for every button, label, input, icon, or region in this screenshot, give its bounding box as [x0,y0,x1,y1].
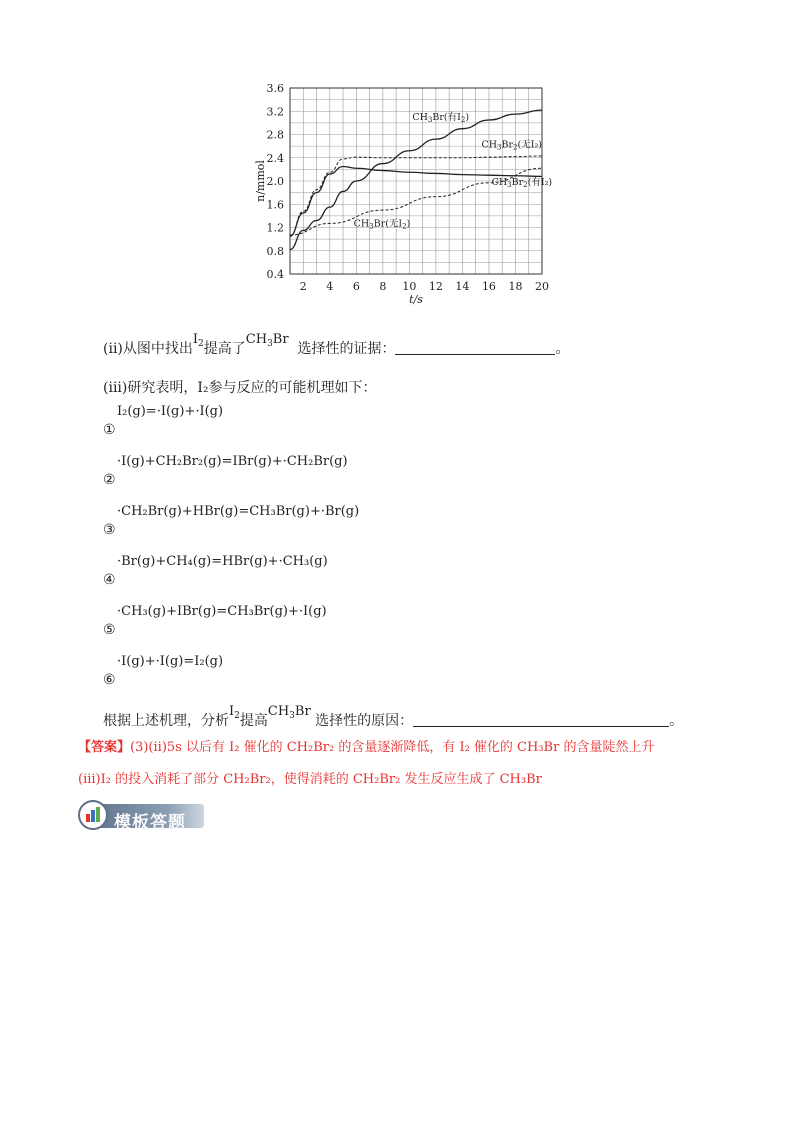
step-equation: I₂(g)=·I(g)+·I(g) [117,404,224,419]
x-tick-label: 10 [402,280,417,293]
answer-line-1: 【答案】(3)(ii)5s 以后有 I₂ 催化的 CH₂Br₂ 的含量逐渐降低，有 I₂ 催化的 CH₃Br 的含量陡然上升 [78,740,655,755]
y-tick-label: 2.8 [266,128,284,142]
step-equation: ·Br(g)+CH₄(g)=HBr(g)+·CH₃(g) [117,554,328,569]
series-line-2 [290,156,542,236]
x-tick-label: 2 [299,280,307,293]
template-answer-logo: 模板答题 [78,800,204,832]
y-tick-label: 1.2 [266,221,284,235]
step-equation: ·CH₂Br(g)+HBr(g)=CH₃Br(g)+·Br(g) [117,504,360,519]
step-number: ⑤ [103,622,116,638]
step-number: ③ [103,522,116,538]
y-tick-label: 3.6 [266,82,284,95]
answer-blank-ii[interactable] [395,340,555,355]
x-tick-label: 6 [352,280,360,293]
x-tick-label: 4 [326,280,334,293]
x-tick-label: 18 [508,280,523,293]
answer-blank-reason[interactable] [413,712,669,727]
y-tick-label: 0.4 [266,268,284,281]
y-tick-label: 2.4 [266,151,284,165]
x-tick-label: 14 [455,280,470,293]
y-axis-label: n/mmol [254,160,267,202]
x-tick-label: 12 [428,280,443,293]
step-number: ① [103,422,116,438]
answer-line-2: (iii)I₂ 的投入消耗了部分 CH₂Br₂，使得消耗的 CH₂Br₂ 发生反应生成了 CH₃Br [78,772,542,787]
series-label-3: $CH_3Br_2$(有I₂) [491,177,553,190]
series-label-2: $CH_3Br_2$(无I₂) [481,139,542,152]
step-equation: ·I(g)+CH₂Br₂(g)=IBr(g)+·CH₂Br(g) [117,454,348,469]
y-tick-label: 0.8 [266,244,284,258]
step-number: ⑥ [103,672,116,688]
step-equation: ·I(g)+·I(g)=I₂(g) [117,654,224,669]
x-tick-label: 8 [379,280,387,293]
series-label-4: $CH_3Br$(无$I_2$) [353,218,411,231]
series-label-1: $CH_3Br$(有$I_2$) [412,111,470,124]
x-tick-label: 20 [535,280,549,293]
x-axis-label: t/s [409,293,423,306]
step-number: ④ [103,572,116,588]
question-reason: 根据上述机理，分析$I_2$提高$CH_3Br$ 选择性的原因： 。 [103,704,684,729]
question-iii: (iii)研究表明，I₂参与反应的可能机理如下： [103,380,377,396]
question-ii: (ii)从图中找出$I_2$提高了$CH_3Br$ 选择性的证据： 。 [103,332,570,357]
line-chart [250,78,560,308]
y-tick-label: 1.6 [266,198,284,212]
step-number: ② [103,472,116,488]
flask-icon [78,800,108,830]
x-tick-label: 16 [481,280,496,293]
y-tick-label: 2.0 [266,175,284,188]
y-tick-label: 3.2 [266,105,284,119]
step-equation: ·CH₃(g)+IBr(g)=CH₃Br(g)+·I(g) [117,604,327,619]
